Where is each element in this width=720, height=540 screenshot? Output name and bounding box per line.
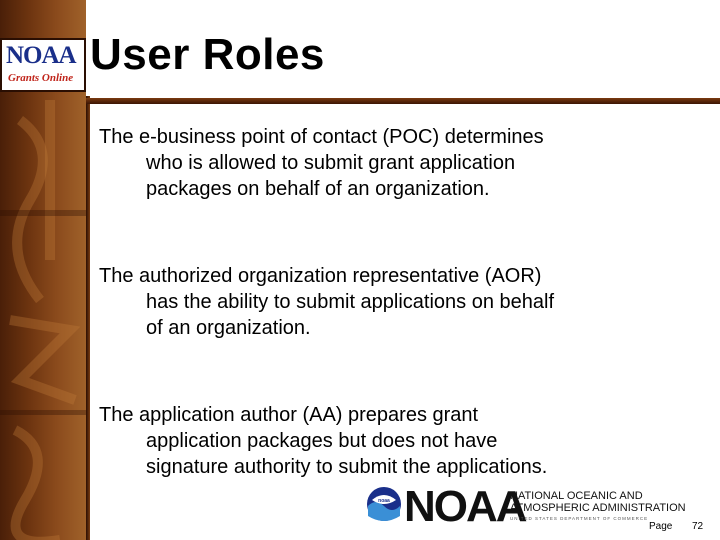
paragraph-aor [99,263,699,341]
grants-online-logo [0,38,86,92]
slide-title: User Roles [90,30,325,79]
paragraph-line: The e-business point of contact (POC) determines [99,126,544,148]
page-label: Page [649,521,673,532]
noaa-emblem-text: noaa [378,498,390,504]
paragraph-aa [99,402,699,480]
paragraph-line: signature authority to submit the applications. [146,456,548,478]
title-underline-rule [86,98,720,104]
agency-line-2: ATMOSPHERIC ADMINISTRATION [510,502,686,514]
department-line: UNITED STATES DEPARTMENT OF COMMERCE [510,516,649,521]
paragraph-line: of an organization. [146,317,311,339]
paragraph-line: who is allowed to submit grant application [146,152,516,174]
logo-wordmark: NOAA [6,42,76,69]
noaa-agency-name [510,490,686,514]
noaa-emblem-icon [366,486,402,522]
paragraph-line: has the ability to submit applications on behalf [146,291,555,313]
paragraph-line: The application author (AA) prepares grant [99,404,479,426]
paragraph-line: The authorized organization representative (AOR) [99,265,542,287]
noaa-wordmark: NOAA [404,482,526,531]
logo-subtitle: Grants Online [8,72,74,84]
page-number: 72 [692,521,704,532]
paragraph-line: packages on behalf of an organization. [146,178,490,200]
paragraph-poc [99,124,699,202]
agency-line-1: NATIONAL OCEANIC AND [510,490,643,502]
paragraph-line: application packages but does not have [146,430,498,452]
